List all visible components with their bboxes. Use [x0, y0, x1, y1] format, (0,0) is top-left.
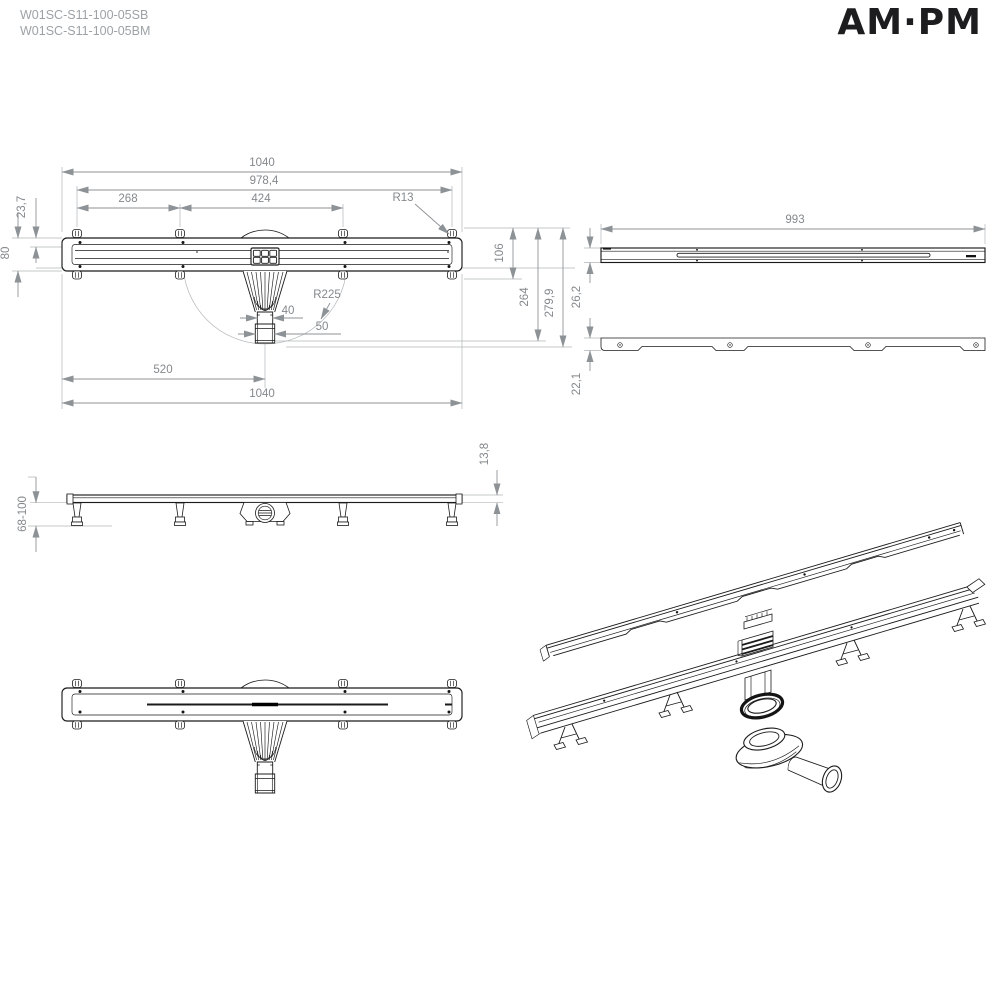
base-strip	[601, 338, 985, 351]
front-channel-body	[62, 230, 462, 344]
iso-siphon	[731, 721, 845, 795]
side-elevation-view	[17, 443, 503, 552]
dim-span-left	[77, 193, 180, 208]
dim-center-offset	[62, 364, 265, 379]
svg-text:1040: 1040	[249, 157, 275, 169]
dim-span-center	[180, 193, 343, 208]
dim-edge-depth	[16, 196, 36, 263]
front-extension-lines	[12, 167, 575, 409]
side-trap	[240, 503, 290, 526]
iso-clamp-comb	[744, 609, 772, 629]
product-code-1: W01SC-S11-100-05SB	[20, 8, 149, 22]
svg-text:1040: 1040	[249, 388, 275, 400]
svg-text:R13: R13	[392, 192, 414, 204]
isometric-exploded-view	[524, 523, 990, 795]
svg-text:268: 268	[118, 193, 138, 205]
svg-text:993: 993	[785, 214, 805, 226]
svg-text:40: 40	[281, 305, 295, 317]
dim-corner-radius	[392, 192, 449, 234]
dim-grate-length	[77, 175, 452, 190]
bottom-siphon-funnel	[243, 721, 287, 793]
dim-grate-thickness	[479, 443, 497, 526]
svg-text:26,2: 26,2	[571, 285, 583, 309]
svg-text:424: 424	[251, 193, 271, 205]
svg-text:279,9: 279,9	[544, 288, 556, 318]
bottom-front-view	[62, 680, 462, 794]
trap-flange-arc-2	[241, 680, 289, 688]
product-code-2: W01SC-S11-100-05BM	[20, 23, 151, 38]
svg-text:978,4: 978,4	[249, 175, 279, 187]
svg-text:520: 520	[153, 364, 173, 376]
svg-text:50: 50	[315, 321, 329, 333]
dim-overall-length-bottom	[62, 388, 462, 403]
svg-text:68-100: 68-100	[17, 496, 29, 532]
dim-leg-height-range	[17, 477, 36, 552]
dim-grate-length-top-view	[601, 214, 985, 229]
dim-height-trap	[519, 228, 538, 341]
dim-base-height	[571, 318, 590, 395]
dim-body-height	[0, 212, 18, 297]
svg-text:106: 106	[494, 243, 506, 263]
svg-text:23,7: 23,7	[16, 195, 28, 219]
front-view	[0, 157, 575, 409]
brand-logo: AM·PM	[837, 2, 982, 43]
svg-text:80: 80	[0, 246, 12, 260]
outlet-connector-grid	[251, 248, 279, 265]
trap-flange-arc	[241, 230, 289, 238]
svg-text:264: 264	[519, 287, 531, 307]
front-siphon-funnel	[243, 271, 287, 343]
dim-swivel-radius	[313, 289, 341, 319]
top-view	[571, 214, 985, 395]
dim-outlet-width	[238, 321, 341, 334]
svg-text:13,8: 13,8	[479, 442, 491, 466]
dim-height-flange	[494, 228, 513, 279]
dim-height-total	[544, 228, 563, 347]
dim-overall-length-top	[62, 157, 462, 172]
iso-outlet-pipe	[788, 757, 845, 795]
svg-text:22,1: 22,1	[571, 372, 583, 396]
grate-strip	[601, 248, 985, 263]
top-extension-lines	[584, 224, 985, 351]
svg-text:R225: R225	[313, 289, 341, 301]
